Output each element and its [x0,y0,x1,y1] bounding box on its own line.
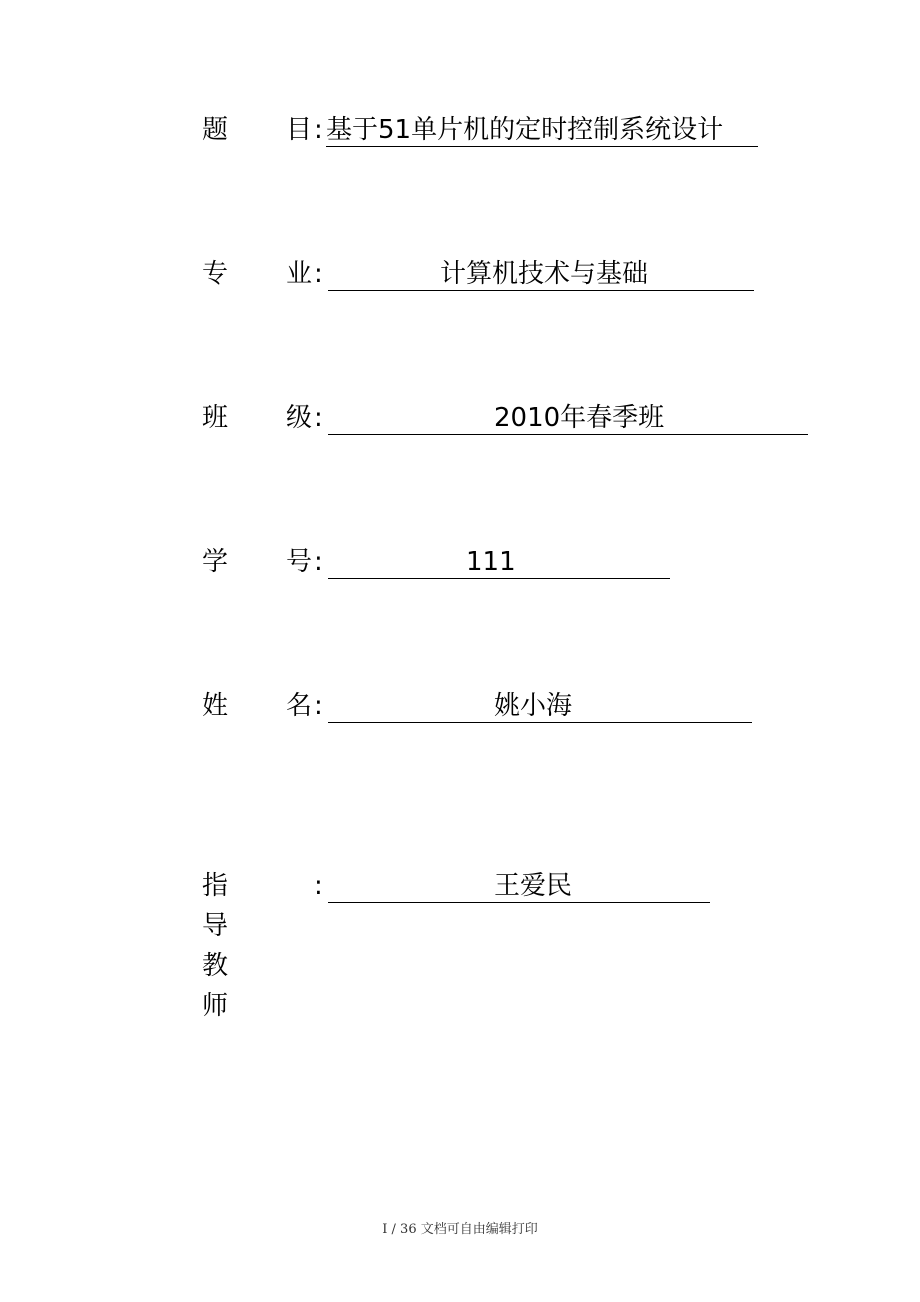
field-title-label-2: 目 [286,115,313,145]
field-advisor-label: 指导教师 [202,871,229,1021]
field-student-id-value: 111 [466,547,516,577]
field-title-colon: : [314,115,323,145]
field-major-label-1: 专 [202,259,229,289]
field-name-value: 姚小海 [494,691,573,721]
field-student-id-colon: : [314,547,323,577]
field-major-value: 计算机技术与基础 [440,259,649,289]
field-name-colon: : [314,691,323,721]
field-name-label-1: 姓 [202,691,229,721]
field-class-label-2: 级 [286,403,313,433]
field-student-id-label-2: 号 [286,547,313,577]
field-title-label-1: 题 [202,115,229,145]
field-class-value: 2010年春季班 [494,403,665,433]
field-major-colon: : [314,259,323,289]
field-class-label-1: 班 [202,403,229,433]
field-student-id-label-1: 学 [202,547,229,577]
field-class-colon: : [314,403,323,433]
field-advisor-colon: : [314,871,323,901]
field-name-label-2: 名 [286,691,313,721]
field-major-label-2: 业 [286,259,313,289]
page-footer: I / 36 文档可自由编辑打印 [382,1222,538,1237]
field-title-value: 基于51单片机的定时控制系统设计 [326,115,724,145]
field-advisor-value: 王爱民 [494,871,573,901]
